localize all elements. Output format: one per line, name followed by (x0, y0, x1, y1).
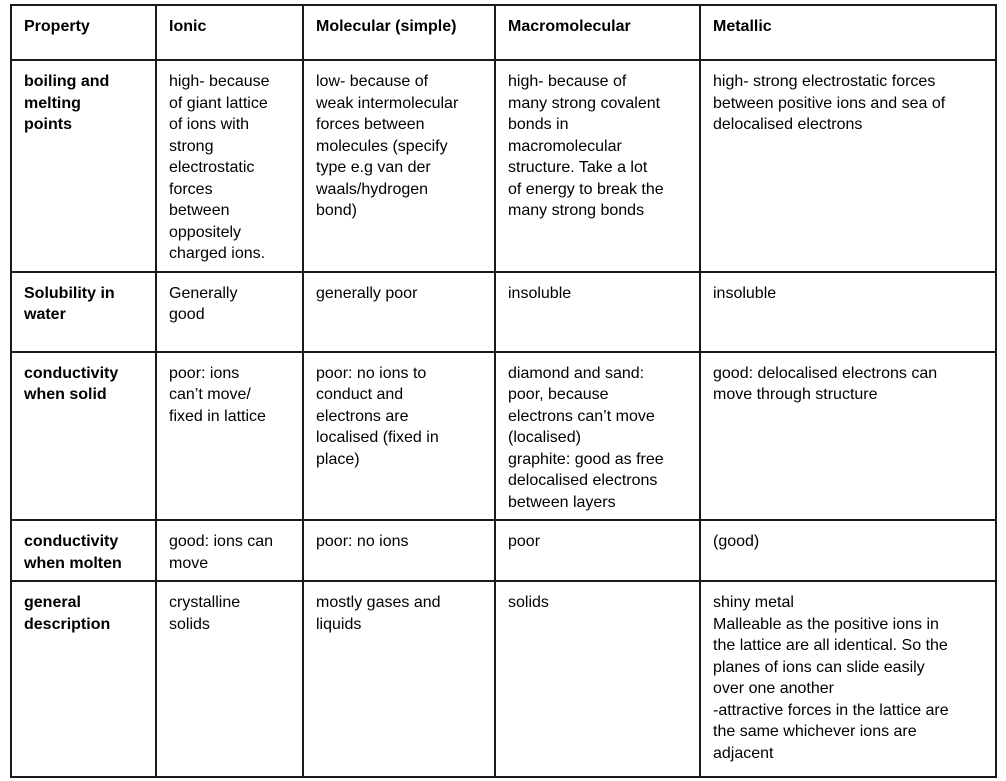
ionic-cell: crystalline solids (156, 581, 303, 777)
table-row (11, 352, 996, 521)
header-property: Property (11, 5, 156, 60)
macromolecular-cell: insoluble (495, 272, 700, 352)
metallic-cell: good: delocalised electrons can move through structure (700, 352, 996, 521)
ionic-cell: high- because of giant lattice of ions with strong electrostatic forces between oppositely charged ions. (156, 60, 303, 272)
metallic-cell: high- strong electrostatic forces between positive ions and sea of delocalised electrons (700, 60, 996, 272)
property-cell: conductivity when molten (11, 520, 156, 581)
ionic-cell: poor: ions can’t move/ fixed in lattice (156, 352, 303, 521)
ionic-cell: good: ions can move (156, 520, 303, 581)
ionic-cell: Generally good (156, 272, 303, 352)
metallic-cell: shiny metal Malleable as the positive ions in the lattice are all identical. So the planes of ions can slide easily over one another -attractive forces in the lattice are the same whichever ions are adjacent (700, 581, 996, 777)
properties-comparison-table (10, 4, 997, 778)
molecular-cell: low- because of weak intermolecular forces between molecules (specify type e.g van der waals/hydrogen bond) (303, 60, 495, 272)
table-row (11, 272, 996, 352)
table-row (11, 60, 996, 272)
molecular-cell: generally poor (303, 272, 495, 352)
molecular-cell: poor: no ions (303, 520, 495, 581)
property-cell: conductivity when solid (11, 352, 156, 521)
metallic-cell: (good) (700, 520, 996, 581)
property-cell: general description (11, 581, 156, 777)
macromolecular-cell: high- because of many strong covalent bonds in macromolecular structure. Take a lot of energy to break the many strong bonds (495, 60, 700, 272)
properties-table-container (10, 4, 997, 778)
molecular-cell: mostly gases and liquids (303, 581, 495, 777)
header-macromolecular: Macromolecular (495, 5, 700, 60)
table-row (11, 520, 996, 581)
macromolecular-cell: poor (495, 520, 700, 581)
header-molecular: Molecular (simple) (303, 5, 495, 60)
molecular-cell: poor: no ions to conduct and electrons are localised (fixed in place) (303, 352, 495, 521)
property-cell: Solubility in water (11, 272, 156, 352)
property-cell: boiling and melting points (11, 60, 156, 272)
table-header-row (11, 5, 996, 60)
macromolecular-cell: diamond and sand: poor, because electrons can’t move (localised) graphite: good as free delocalised electrons between layers (495, 352, 700, 521)
table-row (11, 581, 996, 777)
metallic-cell: insoluble (700, 272, 996, 352)
macromolecular-cell: solids (495, 581, 700, 777)
header-metallic: Metallic (700, 5, 996, 60)
header-ionic: Ionic (156, 5, 303, 60)
